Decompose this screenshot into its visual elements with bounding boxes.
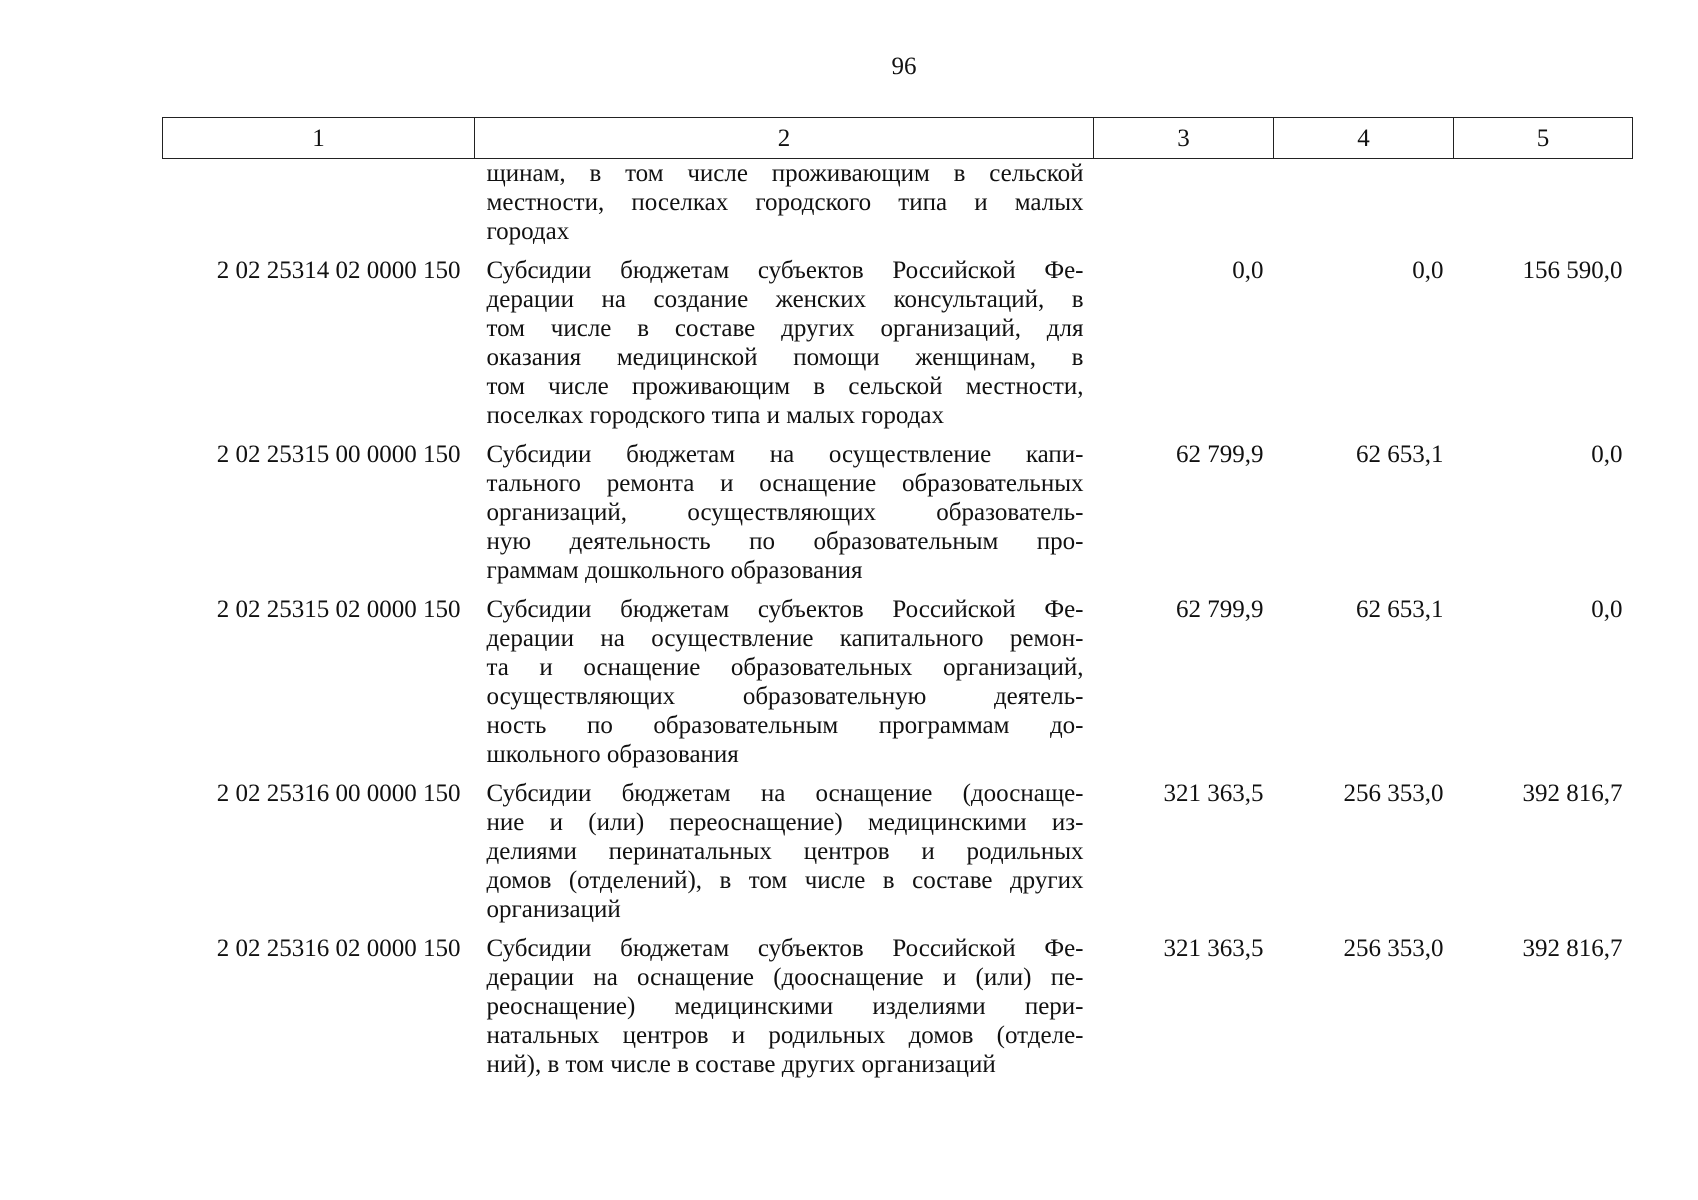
budget-code: 2 02 25315 02 0000 150 (216, 596, 461, 623)
budget-code: 2 02 25316 02 0000 150 (216, 935, 461, 962)
value-col-5: 392 816,7 (1522, 935, 1623, 962)
value-col-3: 62 799,9 (1176, 596, 1264, 623)
continuation-description (475, 159, 1094, 247)
value-col-5: 0,0 (1591, 441, 1623, 468)
desc-line: Субсидии бюджетам на осуществление капи- (486, 441, 1084, 468)
value-col-5: 392 816,7 (1522, 780, 1623, 807)
empty-cell (1274, 159, 1454, 247)
table-row (163, 585, 1633, 769)
desc-line: домов (отделений), в том числе в составе других (486, 867, 1084, 894)
desc-line: том числе в составе других организаций, для (486, 315, 1084, 342)
value-col-3: 321 363,5 (1163, 780, 1264, 807)
desc-line: осуществляющих образовательную деятель- (486, 683, 1084, 710)
desc-line: ную деятельность по образовательным про- (486, 528, 1084, 555)
desc-line: реоснащение) медицинскими изделиями пери- (486, 993, 1084, 1020)
table-row (163, 924, 1633, 1079)
desc-line: организаций (486, 896, 621, 923)
header-col-1: 1 (163, 118, 475, 159)
desc-line: местности, поселках городского типа и малых (486, 189, 1084, 216)
budget-table (162, 117, 1633, 1079)
table-row (163, 769, 1633, 924)
desc-line: та и оснащение образовательных организаций, (486, 654, 1084, 681)
budget-code: 2 02 25315 00 0000 150 (216, 441, 461, 468)
desc-line: щинам, в том числе проживающим в сельской (486, 160, 1084, 187)
desc-line: Субсидии бюджетам субъектов Российской Фе- (486, 257, 1084, 284)
row-description (475, 585, 1094, 769)
value-col-3: 0,0 (1232, 257, 1264, 284)
row-description (475, 769, 1094, 924)
desc-line: дерации на осуществление капитального ремон- (486, 625, 1084, 652)
value-col-4: 0,0 (1412, 257, 1444, 284)
desc-line: ность по образовательным программам до- (486, 712, 1084, 739)
desc-line: граммам дошкольного образования (486, 557, 863, 584)
desc-line: натальных центров и родильных домов (отделе- (486, 1022, 1084, 1049)
desc-line: оказания медицинской помощи женщинам, в (486, 344, 1084, 371)
continuation-row (163, 159, 1633, 247)
table-header (163, 118, 1633, 159)
desc-line: ний), в том числе в составе других организаций (486, 1051, 996, 1078)
value-col-4: 62 653,1 (1356, 441, 1444, 468)
budget-code: 2 02 25314 02 0000 150 (216, 257, 461, 284)
empty-cell (1454, 159, 1633, 247)
desc-line: делиями перинатальных центров и родильных (486, 838, 1084, 865)
value-col-3: 62 799,9 (1176, 441, 1264, 468)
value-col-4: 62 653,1 (1356, 596, 1444, 623)
desc-line: ние и (или) переоснащение) медицинскими из- (486, 809, 1084, 836)
desc-line: Субсидии бюджетам субъектов Российской Фе- (486, 935, 1084, 962)
desc-line: тального ремонта и оснащение образовательных (486, 470, 1084, 497)
desc-line: школьного образования (486, 741, 739, 768)
desc-line: том числе проживающим в сельской местности, (486, 373, 1084, 400)
header-col-3: 3 (1094, 118, 1274, 159)
row-description (475, 430, 1094, 585)
value-col-5: 0,0 (1591, 596, 1623, 623)
desc-line: Субсидии бюджетам на оснащение (дооснаще- (486, 780, 1084, 807)
desc-line: дерации на оснащение (дооснащение и (или) пе- (486, 964, 1084, 991)
header-col-2: 2 (475, 118, 1094, 159)
header-col-5: 5 (1454, 118, 1633, 159)
table-row (163, 430, 1633, 585)
continuation-code-cell (163, 159, 475, 247)
empty-cell (1094, 159, 1274, 247)
desc-line: городах (486, 218, 570, 245)
page-number: 96 (891, 53, 917, 80)
desc-line: поселках городского типа и малых городах (486, 402, 944, 429)
value-col-4: 256 353,0 (1343, 780, 1444, 807)
value-col-5: 156 590,0 (1522, 257, 1623, 284)
row-description (475, 246, 1094, 430)
desc-line: дерации на создание женских консультаций, в (486, 286, 1084, 313)
row-description (475, 924, 1094, 1079)
value-col-3: 321 363,5 (1163, 935, 1264, 962)
desc-line: Субсидии бюджетам субъектов Российской Фе- (486, 596, 1084, 623)
value-col-4: 256 353,0 (1343, 935, 1444, 962)
table-row (163, 246, 1633, 430)
desc-line: организаций, осуществляющих образователь- (486, 499, 1084, 526)
budget-code: 2 02 25316 00 0000 150 (216, 780, 461, 807)
header-col-4: 4 (1274, 118, 1454, 159)
